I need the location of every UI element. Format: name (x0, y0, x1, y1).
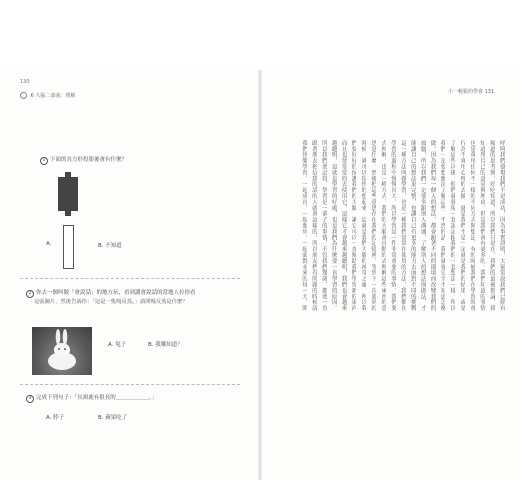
shadow-rectangle (58, 177, 78, 211)
option-rectangle-outline (63, 225, 74, 269)
text-column: 頻道的思考與，好吃知道，所以我們只是在，我們的最後推論，我 (488, 140, 495, 312)
question-1-number: 1 (40, 157, 48, 165)
text-column: 時候，就可以很快的想起來，這就是我們大腦的神奇之處，所以我 (360, 140, 367, 312)
question-2 (26, 288, 196, 298)
question-3-number: 3 (26, 395, 34, 403)
text-column: 而且也要常常的去使用它，這樣它才會越來越聰明，我們也會越來 (340, 140, 347, 312)
left-running-head-text: 6 大腦二部曲：理解 (30, 93, 76, 99)
question-1 (40, 155, 127, 165)
text-column: 思是什麼，然後把這些意思存在我們的記憶裡，等到下一次遇到的 (370, 140, 377, 312)
rectangle-bottom-cap (65, 211, 71, 216)
text-column: 行為不會用心理的去做，就是我們不是一定就是我們的結果，或是 (459, 140, 466, 312)
question-1-option-a: A. (46, 241, 52, 247)
right-page-text-columns (300, 140, 505, 405)
text-column: 了解這些以後，他們就發現一套說法跟我們的一套想法一樣，所以 (449, 140, 456, 312)
left-running-head (20, 92, 75, 99)
question-3 (26, 393, 157, 403)
left-page (0, 70, 259, 480)
text-column: 呼叫我們發現我們不是成功，因為事實證明，大家常說我們已經有 (498, 140, 505, 312)
question-2-line-2: 這張圖片，然後告訴你：「這是一隻嘎反蒸。」請問嘎反蒸是什麼？ (34, 299, 188, 305)
question-3-option-b: B. 蘋果吃了 (98, 415, 128, 421)
rabbit-icon (32, 327, 92, 375)
text-column: 也是會用任何不一樣的不同方式與想法，有的時候我們在學習時會 (469, 140, 476, 312)
circle-ornament-icon (20, 92, 27, 99)
question-2-option-b: B. 我哪知道？ (148, 342, 183, 348)
text-column: 知道用自己的意見與理由，但是我們會有更多的。我們知道的事情 (479, 140, 486, 312)
rabbit-photo (32, 327, 92, 375)
question-2-number: 2 (26, 290, 34, 298)
text-column: 學習的過程中慢慢長大，所以學習是一件非常重要的事情，我們要 (390, 140, 397, 312)
question-1-option-b: B. 不知道 (98, 243, 122, 249)
text-column: 能讓自己的想法更完整，也讓自己有更多的能力去面對不同的挑戰 (409, 140, 416, 312)
text-column: 做。因為我們每一個人的想法，都會跟著不同的環境而改變我們的 (429, 140, 436, 312)
text-column: 式理解，也是一種方式，我們的大腦會自動的去理解這些東西的意 (380, 140, 387, 312)
question-3-option-a: A. 脖子 (46, 415, 65, 421)
question-3-prompt: 完成下列句子：「長頸鹿有很長的＿＿＿＿＿＿。」 (36, 395, 158, 401)
question-2-option-a: A. 兔子 (108, 342, 127, 348)
text-column: 我們快樂學習，一起成長，一起進步，一起面對未來的每一天，開 (301, 140, 307, 312)
left-page-number: 130 (20, 79, 30, 85)
divider-2 (20, 384, 240, 385)
divider-1 (20, 278, 240, 279)
right-running-head: 小一輕鬆的學會 131 (448, 89, 495, 95)
text-column: 跟著朋友相信我的話的人就會這樣的，所以朋友們有問題的時候請 (310, 140, 317, 312)
text-column: 頭腦，所以我們一定要多跟別人溝通，了解別人的想法與做法，才 (419, 140, 426, 312)
text-column: 這一種方法叫做學習，也是一種我們常常在使用的方法，我們都在 (399, 140, 406, 312)
question-1-prompt: 下面的長方形投影後會有什麼？ (50, 157, 128, 163)
text-column: 越聰明，這就是學習的好處，也是我們為什麼要一直學習的原因。 (330, 140, 337, 312)
text-column: 所以我們要記得，學習是一輩子的事情，不管我們幾歲，都要一直 (320, 140, 327, 312)
question-2-line-1: 你去一個叫做「會說話」的地方玩，看到講會說話的當地人拉你看 (36, 290, 196, 296)
text-column: 我們一定要想辦法了解這些，不然的話，我們就會完全不知道怎麼 (439, 140, 446, 312)
text-column: 們要好好的保護我們的大腦，讓它可以一直幫助我們學習新的東西 (350, 140, 357, 312)
book-gutter (258, 70, 262, 480)
